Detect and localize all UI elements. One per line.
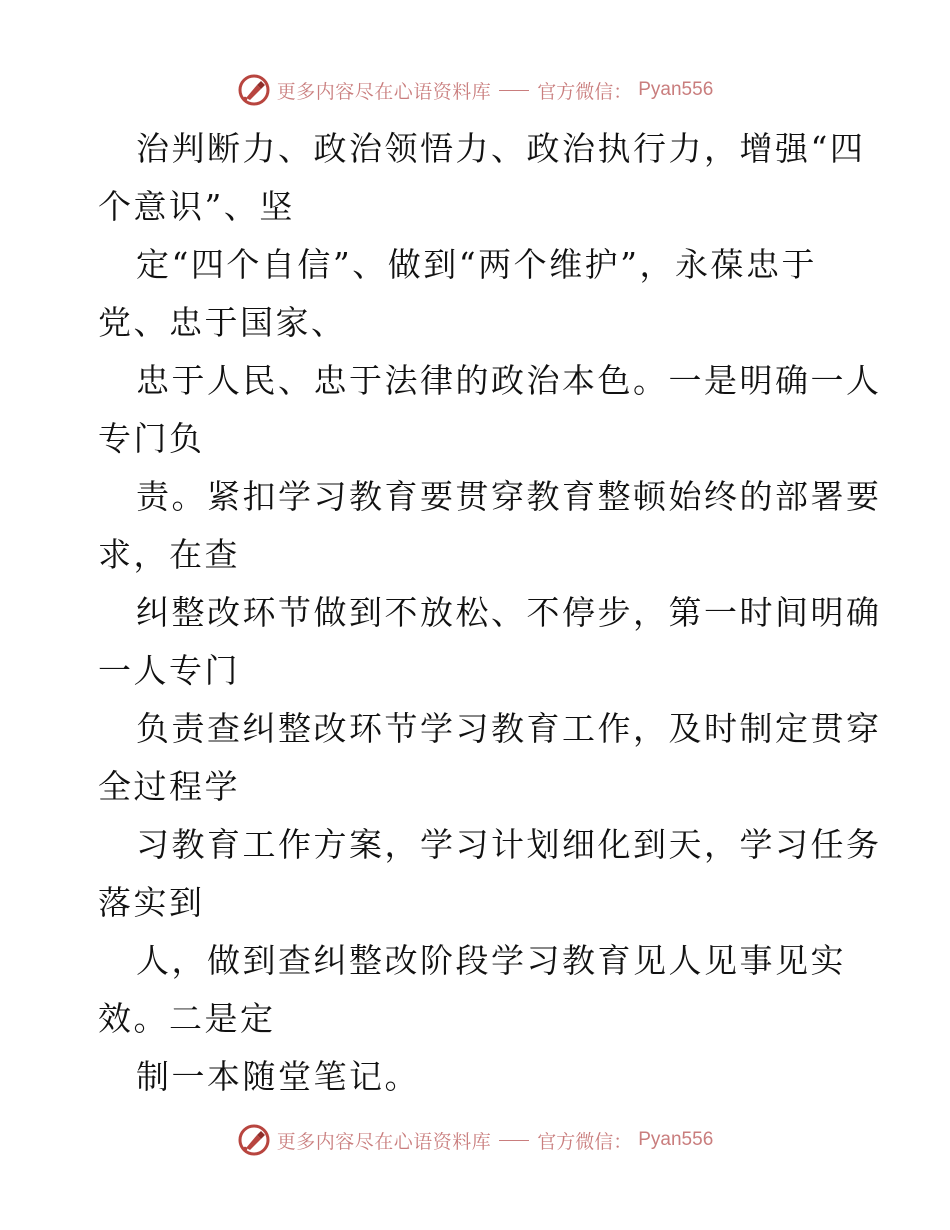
body-line: 求，在查 (98, 535, 240, 574)
body-line: 定“四个自信”、做到“两个维护”，永葆忠于 (136, 245, 817, 284)
body-line: 治判断力、政治领悟力、政治执行力，增强“四 (136, 129, 866, 168)
body-line: 习教育工作方案，学习计划细化到天，学习任务 (136, 825, 882, 864)
body-line: 落实到 (98, 883, 205, 922)
document-body (98, 120, 882, 1106)
watermark-suffix: 官方微信： (537, 80, 633, 103)
header-watermark (0, 70, 950, 110)
watermark-text: 更多内容尽在心语资料库 (276, 80, 492, 103)
watermark-text: 更多内容尽在心语资料库 (276, 1130, 492, 1153)
body-line: 一人专门 (98, 651, 240, 690)
footer-watermark (0, 1120, 950, 1160)
body-line: 制一本随堂笔记。 (136, 1057, 420, 1096)
body-line: 专门负 (98, 419, 205, 458)
pen-nib-logo-icon (237, 73, 271, 107)
body-line: 负责查纠整改环节学习教育工作，及时制定贯穿 (136, 709, 882, 748)
body-line: 全过程学 (98, 767, 240, 806)
body-line: 纠整改环节做到不放松、不停步，第一时间明确 (136, 593, 882, 632)
body-line: 忠于人民、忠于法律的政治本色。一是明确一人 (136, 361, 882, 400)
pen-nib-logo-icon (237, 1123, 271, 1157)
watermark-separator (499, 90, 529, 91)
body-line: 党、忠于国家、 (98, 303, 347, 342)
body-line: 个意识”、坚 (98, 187, 295, 226)
watermark-separator (499, 1140, 529, 1141)
watermark-wechat-id: Pyan556 (638, 1129, 714, 1150)
body-line: 责。紧扣学习教育要贯穿教育整顿始终的部署要 (136, 477, 882, 516)
body-line: 效。二是定 (98, 999, 276, 1038)
watermark-suffix: 官方微信： (537, 1130, 633, 1153)
watermark-wechat-id: Pyan556 (638, 79, 714, 100)
body-line: 人，做到查纠整改阶段学习教育见人见事见实 (136, 941, 846, 980)
